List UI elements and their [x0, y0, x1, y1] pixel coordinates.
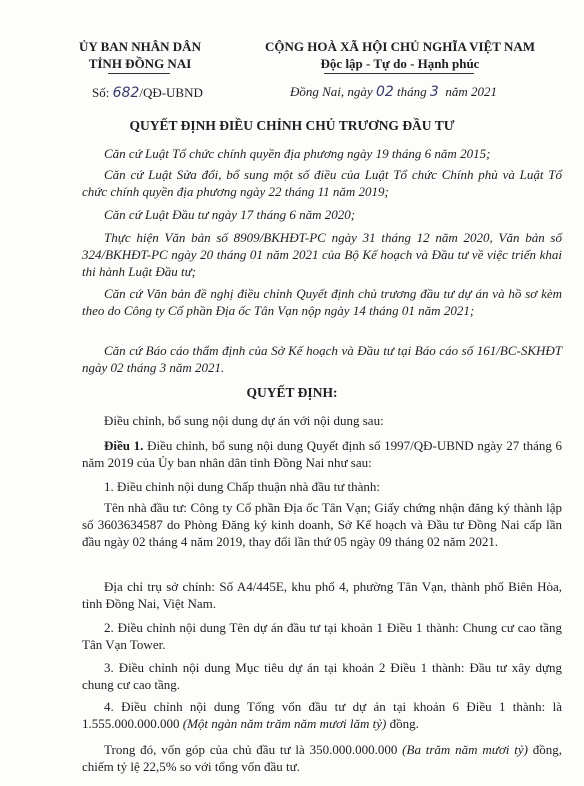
document-title: QUYẾT ĐỊNH ĐIỀU CHỈNH CHỦ TRƯƠNG ĐẦU TƯ [129, 118, 455, 133]
issue-date [290, 84, 497, 100]
so-number-handwritten: 682 [112, 85, 140, 101]
date-month-handwritten: 3 [429, 84, 439, 100]
so-suffix: /QĐ-UBND [139, 85, 203, 100]
preamble-3: Căn cứ Luật Đầu tư ngày 17 tháng 6 năm 2020; [104, 207, 356, 222]
item-4-total-capital [82, 698, 562, 732]
national-title: CỘNG HOÀ XÃ HỘI CHỦ NGHĨA VIỆT NAM [264, 39, 536, 54]
so-label: Số: [92, 85, 110, 100]
contribution-text: Trong đó, vốn góp của chủ đầu tư là 350.000.000.000 [104, 742, 398, 757]
item-4-amount-words: (Một ngàn năm trăm năm mươi lăm tỷ) [182, 716, 387, 731]
issuer-underline [108, 73, 170, 74]
investor-name: Tên nhà đầu tư: Công ty Cổ phần Địa ốc Tân Vạn; Giấy chứng nhận đăng ký thành lập số 3603634587 do Phòng Đăng ký kinh doanh, Sở Kế hoạch và Đầu tư Đồng Nai cấp lần đầu ngày 02 tháng 4 năm 2019, thay đổi lần thứ 05 ngày 09 tháng 02 năm 2021. [82, 500, 562, 549]
preamble-6: Căn cứ Báo cáo thẩm định của Sở Kế hoạch và Đầu tư tại Báo cáo số 161/BC-SKHĐT ngày 02 tháng 3 năm 2021. [82, 343, 562, 375]
date-prefix: Đồng Nai, ngày [290, 84, 373, 99]
decision-heading: QUYẾT ĐỊNH: [246, 385, 338, 400]
item-1-heading: 1. Điều chỉnh nội dung Chấp thuận nhà đầu tư thành: [104, 479, 381, 494]
issuer-header [40, 38, 240, 72]
issuer-line-1: ỦY BAN NHÂN DÂN [79, 39, 201, 54]
date-year: năm 2021 [445, 84, 497, 99]
head-office-address: Địa chỉ trụ sở chính: Số A4/445E, khu phố 4, phường Tân Vạn, thành phố Biên Hòa, tỉnh Đồng Nai, Việt Nam. [82, 579, 562, 611]
national-header [240, 38, 560, 72]
contribution-amount-words: (Ba trăm năm mươi tỷ) [402, 742, 528, 757]
investor-contribution [82, 741, 562, 775]
article-1-text: Điều chỉnh, bổ sung nội dung Quyết định số 1997/QĐ-UBND ngày 27 tháng 6 năm 2019 của Ủy ban nhân dân tỉnh Đồng Nai như sau: [82, 438, 563, 470]
national-motto: Độc lập - Tự do - Hạnh phúc [320, 56, 480, 71]
article-1 [82, 437, 562, 471]
issuer-line-2: TỈNH ĐỒNG NAI [88, 56, 192, 71]
item-3-project-objective: 3. Điều chỉnh nội dung Mục tiêu dự án tại khoản 2 Điều 1 thành: Đầu tư xây dựng chung cư cao tầng. [82, 660, 562, 692]
preamble-1: Căn cứ Luật Tổ chức chính quyền địa phương ngày 19 tháng 6 năm 2015; [104, 146, 491, 161]
item-2-project-name: 2. Điều chỉnh nội dung Tên dự án đầu tư tại khoản 1 Điều 1 thành: Chung cư cao tầng Tân Vạn Tower. [82, 620, 562, 652]
preamble-2: Căn cứ Luật Sửa đổi, bổ sung một số điều của Luật Tổ chức Chính phủ và Luật Tổ chức chính quyền địa phương ngày 22 tháng 11 năm 2019; [82, 167, 562, 199]
motto-underline [324, 73, 474, 74]
preamble-4: Thực hiện Văn bản số 8909/BKHĐT-PC ngày 31 tháng 12 năm 2020, Văn bản số 324/BKHĐT-PC ngày 20 tháng 01 năm 2021 của Bộ Kế hoạch và Đầu tư về việc triển khai thi hành Luật Đầu tư; [82, 230, 562, 279]
date-day-handwritten: 02 [375, 84, 394, 100]
document-number [92, 85, 203, 101]
item-4-text: 4. Điều chỉnh nội dung Tổng vốn đầu tư dự án tại khoản 6 Điều 1 thành: là 1.555.000.000.000 [82, 699, 562, 731]
item-4-unit: đồng. [389, 716, 419, 731]
preamble-5: Căn cứ Văn bản đề nghị điều chỉnh Quyết định chủ trương đầu tư dự án và hồ sơ kèm theo do Công ty Cổ phần Địa ốc Tân Vạn nộp ngày 14 tháng 01 năm 2021; [82, 286, 562, 318]
contribution-ratio: đồng, chiếm tỷ lệ 22,5% so với tổng vốn đầu tư. [82, 742, 562, 774]
date-month-label: tháng [397, 84, 427, 99]
intro-line: Điều chỉnh, bổ sung nội dung dự án với nội dung sau: [104, 413, 384, 428]
article-1-label: Điều 1. [104, 438, 144, 453]
